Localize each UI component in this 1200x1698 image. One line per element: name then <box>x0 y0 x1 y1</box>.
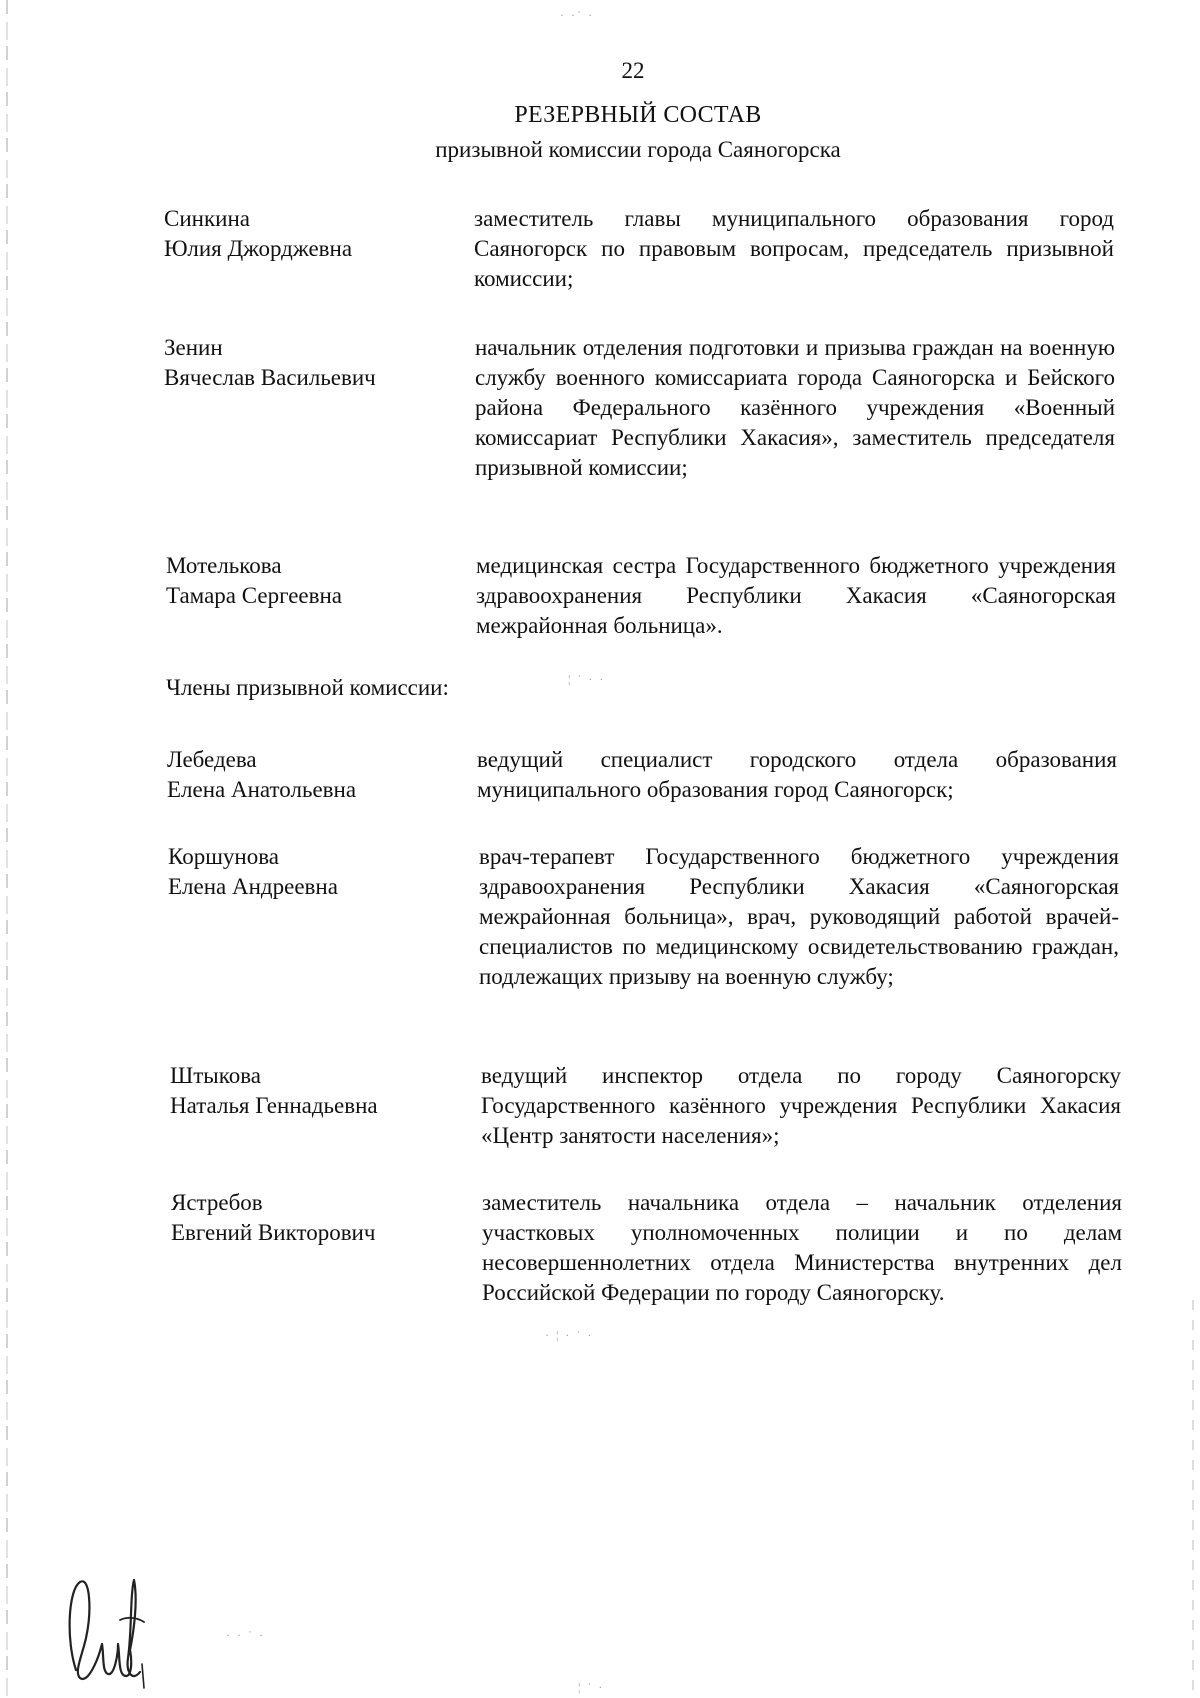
surname: Синкина <box>164 206 250 231</box>
given-names: Елена Анатольевна <box>167 777 357 802</box>
scan-noise: ¦ ˙ · · <box>568 672 606 686</box>
members-section-label: Члены призывной комиссии: <box>166 675 449 700</box>
person-role: заместитель главы муниципального образования город Саяногорск по правовым вопросам, председатель призывной комиссии; <box>474 206 1114 291</box>
person-name <box>167 745 467 805</box>
person-name <box>171 1188 471 1248</box>
scan-edge-left <box>6 0 8 1698</box>
person-name <box>170 1061 470 1121</box>
person-role: врач-терапевт Государственного бюджетного учреждения здравоохранения Республики Хакасия «Саяногорская межрайонная больница», врач, руководящий работой врачей-специалистов по медицинскому освидетельствованию граждан, подлежащих призыву на военную службу; <box>479 844 1119 989</box>
given-names: Тамара Сергеевна <box>166 583 343 608</box>
person-name <box>166 551 466 611</box>
given-names: Елена Андреевна <box>168 874 338 899</box>
person-role: ведущий специалист городского отдела образования муниципального образования город Саяногорск; <box>477 747 1117 802</box>
person-role: медицинская сестра Государственного бюджетного учреждения здравоохранения Республики Хакасия «Саяногорская межрайонная больница». <box>476 553 1116 638</box>
given-names: Наталья Геннадьевна <box>170 1093 378 1118</box>
person-name <box>164 204 464 264</box>
surname: Лебедева <box>167 747 257 772</box>
handwritten-signature <box>58 1560 148 1690</box>
given-names: Вячеслав Васильевич <box>164 365 376 390</box>
scan-edge-right <box>1192 1300 1194 1698</box>
scan-noise: · ¦ · ˙ · <box>545 1328 594 1342</box>
given-names: Юлия Джорджевна <box>164 236 353 261</box>
surname: Зенин <box>164 335 223 360</box>
person-name <box>168 842 468 902</box>
document-title: РЕЗЕРВНЫЙ СОСТАВ <box>514 102 762 128</box>
person-role: заместитель начальника отдела – начальник отделения участковых уполномоченных полиции и по делам несовершеннолетних отдела Министерства внутренних дел Российской Федерации по городу Саяногорску. <box>482 1190 1122 1305</box>
scan-noise: · · ˙ · <box>226 1628 265 1642</box>
page-number: 22 <box>621 58 645 83</box>
scan-noise: ¦ ˙ · <box>578 1680 605 1694</box>
surname: Коршунова <box>168 844 279 869</box>
person-role: ведущий инспектор отдела по городу Саяногорску Государственного казённого учреждения Республики Хакасия «Центр занятости населения»; <box>481 1063 1121 1148</box>
surname: Ястребов <box>171 1190 263 1215</box>
person-name <box>164 333 464 393</box>
scan-noise: · ·˙ · <box>560 8 594 22</box>
document-subtitle: призывной комиссии города Саяногорска <box>435 137 841 162</box>
surname: Мотелькова <box>166 553 282 578</box>
surname: Штыкова <box>170 1063 261 1088</box>
given-names: Евгений Викторович <box>171 1220 376 1245</box>
person-role: начальник отделения подготовки и призыва граждан на военную службу военного комиссариата города Саяногорска и Бейского района Федерального казённого учреждения «Военный комиссариат Республики Хакасия», заместитель председателя призывной комиссии; <box>475 335 1115 480</box>
